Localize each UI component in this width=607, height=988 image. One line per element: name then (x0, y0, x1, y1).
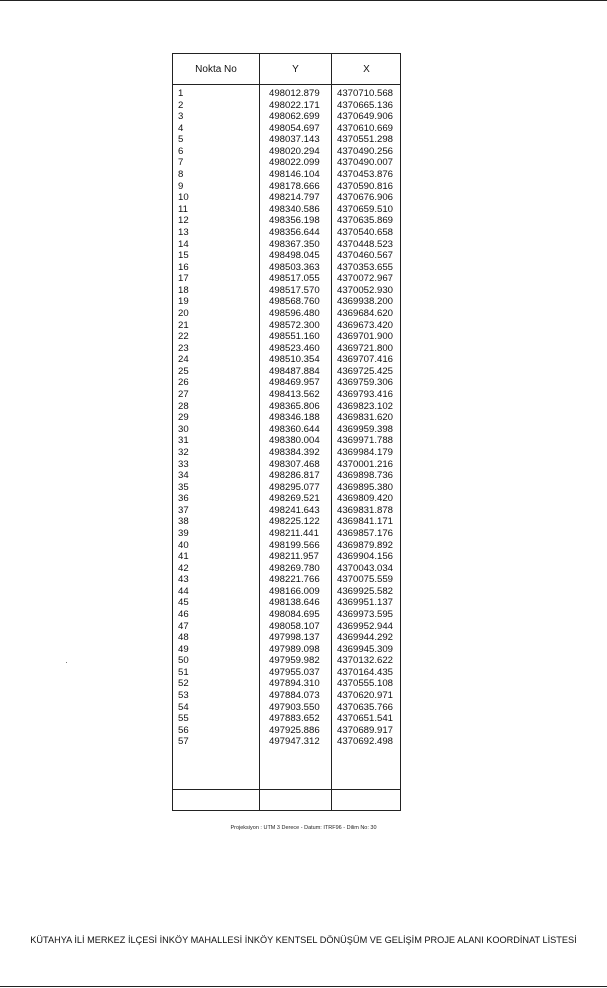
point-number-cell: 3 (178, 111, 184, 123)
point-number-cell: 4 (178, 122, 184, 134)
point-number-cell: 21 (178, 319, 189, 331)
x-coordinate-cell: 4369944.292 (337, 632, 394, 644)
point-number-cell: 20 (178, 307, 189, 319)
y-coordinate-cell: 498340.586 (269, 203, 320, 215)
point-number-cell: 5 (178, 134, 184, 146)
table-row (173, 678, 400, 690)
footer-divider (173, 789, 400, 790)
x-coordinate-cell: 4370649.906 (337, 111, 394, 123)
table-row (173, 377, 400, 389)
point-number-cell: 7 (178, 157, 184, 169)
table-row (173, 401, 400, 413)
y-coordinate-cell: 498022.099 (269, 157, 320, 169)
point-number-cell: 37 (178, 504, 189, 516)
table-row (173, 123, 400, 135)
point-number-cell: 27 (178, 389, 189, 401)
x-coordinate-cell: 4370072.967 (337, 273, 394, 285)
x-coordinate-cell: 4369952.944 (337, 620, 394, 632)
point-number-cell: 8 (178, 169, 184, 181)
y-coordinate-cell: 498551.160 (269, 331, 320, 343)
x-coordinate-cell: 4369925.582 (337, 585, 394, 597)
table-row (173, 192, 400, 204)
point-number-cell: 1 (178, 88, 184, 99)
y-coordinate-cell: 498596.480 (269, 307, 320, 319)
x-coordinate-cell: 4370676.906 (337, 192, 394, 204)
point-number-cell: 41 (178, 551, 189, 563)
table-row (173, 146, 400, 158)
table-row (173, 285, 400, 297)
x-coordinate-cell: 4370651.541 (337, 713, 394, 725)
y-coordinate-cell: 498020.294 (269, 145, 320, 157)
y-coordinate-cell: 498517.055 (269, 273, 320, 285)
point-number-cell: 31 (178, 435, 189, 447)
table-row (173, 736, 400, 748)
table-row (173, 493, 400, 505)
y-coordinate-cell: 497947.312 (269, 736, 320, 748)
point-number-cell: 42 (178, 562, 189, 574)
y-coordinate-cell: 497883.652 (269, 713, 320, 725)
table-row (173, 308, 400, 320)
x-coordinate-cell: 4370540.658 (337, 226, 394, 238)
table-row (173, 412, 400, 424)
x-coordinate-cell: 4369831.878 (337, 504, 394, 516)
point-number-cell: 26 (178, 377, 189, 389)
table-row (173, 331, 400, 343)
table-row (173, 435, 400, 447)
table-row (173, 320, 400, 332)
y-coordinate-cell: 498367.350 (269, 238, 320, 250)
x-coordinate-cell: 4370689.917 (337, 724, 394, 736)
table-row (173, 667, 400, 679)
table-row (173, 262, 400, 274)
x-coordinate-cell: 4369951.137 (337, 597, 394, 609)
x-coordinate-cell: 4369707.416 (337, 354, 394, 366)
point-number-cell: 25 (178, 365, 189, 377)
y-coordinate-cell: 498054.697 (269, 122, 320, 134)
point-number-cell: 51 (178, 666, 189, 678)
x-coordinate-cell: 4369701.900 (337, 331, 394, 343)
point-number-cell: 19 (178, 296, 189, 308)
y-coordinate-cell: 498365.806 (269, 400, 320, 412)
point-number-cell: 15 (178, 250, 189, 262)
point-number-cell: 33 (178, 458, 189, 470)
coordinate-table (172, 53, 401, 811)
x-coordinate-cell: 4369831.620 (337, 412, 394, 424)
point-number-cell: 14 (178, 238, 189, 250)
point-number-cell: 38 (178, 516, 189, 528)
table-row (173, 609, 400, 621)
x-coordinate-cell: 4370075.559 (337, 574, 394, 586)
point-number-cell: 24 (178, 354, 189, 366)
y-coordinate-cell: 498523.460 (269, 342, 320, 354)
x-coordinate-cell: 4370353.655 (337, 261, 394, 273)
x-coordinate-cell: 4370659.510 (337, 203, 394, 215)
x-coordinate-cell: 4369898.736 (337, 470, 394, 482)
table-row (173, 586, 400, 598)
x-coordinate-cell: 4370490.256 (337, 145, 394, 157)
table-row (173, 389, 400, 401)
y-coordinate-cell: 498286.817 (269, 470, 320, 482)
y-coordinate-cell: 498178.666 (269, 180, 320, 192)
point-number-cell: 22 (178, 331, 189, 343)
y-coordinate-cell: 498138.646 (269, 597, 320, 609)
point-number-cell: 53 (178, 690, 189, 702)
point-number-cell: 11 (178, 203, 188, 215)
y-coordinate-cell: 497884.073 (269, 690, 320, 702)
y-coordinate-cell: 498269.780 (269, 562, 320, 574)
table-row (173, 621, 400, 633)
table-row (173, 551, 400, 563)
point-number-cell: 2 (178, 99, 184, 111)
point-number-cell: 50 (178, 655, 189, 667)
y-coordinate-cell: 498269.521 (269, 493, 320, 505)
y-coordinate-cell: 498012.879 (269, 88, 320, 99)
y-coordinate-cell: 498572.300 (269, 319, 320, 331)
x-coordinate-cell: 4370448.523 (337, 238, 394, 250)
table-body (173, 88, 400, 748)
point-number-cell: 57 (178, 736, 189, 748)
table-row (173, 111, 400, 123)
x-coordinate-cell: 4369673.420 (337, 319, 394, 331)
y-coordinate-cell: 498469.957 (269, 377, 320, 389)
y-coordinate-cell: 498498.045 (269, 250, 320, 262)
x-coordinate-cell: 4370590.816 (337, 180, 394, 192)
point-number-cell: 29 (178, 412, 189, 424)
y-coordinate-cell: 498146.104 (269, 169, 320, 181)
point-number-cell: 49 (178, 643, 189, 655)
x-coordinate-cell: 4370551.298 (337, 134, 394, 146)
table-row (173, 227, 400, 239)
table-row (173, 181, 400, 193)
point-number-cell: 40 (178, 539, 189, 551)
table-row (173, 655, 400, 667)
y-coordinate-cell: 498022.171 (269, 99, 320, 111)
header-divider (173, 84, 400, 85)
y-coordinate-cell: 498360.644 (269, 423, 320, 435)
point-number-cell: 30 (178, 423, 189, 435)
point-number-cell: 56 (178, 724, 189, 736)
y-coordinate-cell: 498413.562 (269, 389, 320, 401)
x-coordinate-cell: 4369879.892 (337, 539, 394, 551)
projection-note: Projeksiyon : UTM 3 Derece - Datum: ITRF96 - Dilim No: 30 (230, 825, 377, 831)
table-row (173, 516, 400, 528)
x-coordinate-cell: 4369945.309 (337, 643, 394, 655)
x-coordinate-cell: 4370555.108 (337, 678, 394, 690)
y-coordinate-cell: 498241.643 (269, 504, 320, 516)
point-number-cell: 6 (178, 145, 184, 157)
table-row (173, 215, 400, 227)
table-row (173, 366, 400, 378)
y-coordinate-cell: 498221.766 (269, 574, 320, 586)
x-coordinate-cell: 4369841.171 (337, 516, 394, 528)
x-coordinate-cell: 4370620.971 (337, 690, 394, 702)
point-number-cell: 35 (178, 481, 189, 493)
point-number-cell: 16 (178, 261, 189, 273)
table-row (173, 563, 400, 575)
table-row (173, 528, 400, 540)
document-title: KÜTAHYA İLİ MERKEZ İLÇESİ İNKÖY MAHALLESİ İNKÖY KENTSEL DÖNÜŞÜM VE GELİŞİM PROJE ALANI KOORDİNAT LİSTESİ (30, 935, 577, 945)
y-coordinate-cell: 498487.884 (269, 365, 320, 377)
x-coordinate-cell: 4369938.200 (337, 296, 394, 308)
y-coordinate-cell: 498517.570 (269, 284, 320, 296)
x-coordinate-cell: 4370710.568 (337, 88, 394, 99)
table-row (173, 88, 400, 100)
y-coordinate-cell: 498225.122 (269, 516, 320, 528)
table-row (173, 134, 400, 146)
y-coordinate-cell: 498084.695 (269, 609, 320, 621)
y-coordinate-cell: 498356.644 (269, 226, 320, 238)
x-coordinate-cell: 4370132.622 (337, 655, 394, 667)
top-border-line (0, 0, 607, 1)
table-row (173, 424, 400, 436)
x-coordinate-cell: 4370164.435 (337, 666, 394, 678)
point-number-cell: 39 (178, 527, 189, 539)
x-coordinate-cell: 4369725.425 (337, 365, 394, 377)
point-number-cell: 46 (178, 609, 189, 621)
table-row (173, 505, 400, 517)
y-coordinate-cell: 498295.077 (269, 481, 320, 493)
y-coordinate-cell: 497894.310 (269, 678, 320, 690)
table-row (173, 343, 400, 355)
y-coordinate-cell: 497925.886 (269, 724, 320, 736)
y-coordinate-cell: 497998.137 (269, 632, 320, 644)
table-row (173, 574, 400, 586)
header-y: Y (292, 64, 299, 75)
y-coordinate-cell: 498037.143 (269, 134, 320, 146)
x-coordinate-cell: 4370052.930 (337, 284, 394, 296)
point-number-cell: 36 (178, 493, 189, 505)
x-coordinate-cell: 4369904.156 (337, 551, 394, 563)
table-row (173, 702, 400, 714)
table-row (173, 169, 400, 181)
scan-speck (66, 662, 67, 663)
table-row (173, 470, 400, 482)
y-coordinate-cell: 498380.004 (269, 435, 320, 447)
point-number-cell: 54 (178, 701, 189, 713)
x-coordinate-cell: 4370610.669 (337, 122, 394, 134)
y-coordinate-cell: 498166.009 (269, 585, 320, 597)
y-coordinate-cell: 498568.760 (269, 296, 320, 308)
table-row (173, 250, 400, 262)
table-row (173, 273, 400, 285)
x-coordinate-cell: 4369809.420 (337, 493, 394, 505)
header-x: X (363, 64, 370, 75)
y-coordinate-cell: 498211.441 (269, 527, 319, 539)
point-number-cell: 45 (178, 597, 189, 609)
point-number-cell: 43 (178, 574, 189, 586)
table-row (173, 713, 400, 725)
point-number-cell: 34 (178, 470, 189, 482)
y-coordinate-cell: 497955.037 (269, 666, 320, 678)
y-coordinate-cell: 498356.198 (269, 215, 320, 227)
table-row (173, 540, 400, 552)
table-row (173, 725, 400, 737)
table-row (173, 239, 400, 251)
y-coordinate-cell: 498199.566 (269, 539, 320, 551)
point-number-cell: 47 (178, 620, 189, 632)
point-number-cell: 18 (178, 284, 189, 296)
y-coordinate-cell: 498062.699 (269, 111, 320, 123)
x-coordinate-cell: 4370635.869 (337, 215, 394, 227)
x-coordinate-cell: 4369971.788 (337, 435, 394, 447)
x-coordinate-cell: 4370043.034 (337, 562, 394, 574)
table-row (173, 296, 400, 308)
x-coordinate-cell: 4369759.306 (337, 377, 394, 389)
table-row (173, 354, 400, 366)
x-coordinate-cell: 4369857.176 (337, 527, 394, 539)
x-coordinate-cell: 4369721.800 (337, 342, 394, 354)
point-number-cell: 12 (178, 215, 189, 227)
table-row (173, 157, 400, 169)
x-coordinate-cell: 4370665.136 (337, 99, 394, 111)
x-coordinate-cell: 4369973.595 (337, 609, 394, 621)
x-coordinate-cell: 4370635.766 (337, 701, 394, 713)
y-coordinate-cell: 498384.392 (269, 446, 320, 458)
point-number-cell: 28 (178, 400, 189, 412)
point-number-cell: 55 (178, 713, 189, 725)
table-row (173, 204, 400, 216)
y-coordinate-cell: 498307.468 (269, 458, 320, 470)
y-coordinate-cell: 498346.188 (269, 412, 320, 424)
point-number-cell: 52 (178, 678, 189, 690)
y-coordinate-cell: 498211.957 (269, 551, 319, 563)
header-point-no: Nokta No (195, 64, 237, 75)
table-row (173, 482, 400, 494)
y-coordinate-cell: 498058.107 (269, 620, 320, 632)
y-coordinate-cell: 497989.098 (269, 643, 320, 655)
x-coordinate-cell: 4370460.567 (337, 250, 394, 262)
bottom-border-line (0, 986, 607, 987)
point-number-cell: 32 (178, 446, 189, 458)
x-coordinate-cell: 4370692.498 (337, 736, 394, 748)
point-number-cell: 10 (178, 192, 189, 204)
table-row (173, 100, 400, 112)
y-coordinate-cell: 498510.354 (269, 354, 320, 366)
point-number-cell: 44 (178, 585, 189, 597)
x-coordinate-cell: 4370490.007 (337, 157, 394, 169)
y-coordinate-cell: 497903.550 (269, 701, 320, 713)
table-row (173, 459, 400, 471)
x-coordinate-cell: 4369959.398 (337, 423, 394, 435)
x-coordinate-cell: 4369793.416 (337, 389, 394, 401)
point-number-cell: 9 (178, 180, 184, 192)
table-row (173, 447, 400, 459)
x-coordinate-cell: 4370453.876 (337, 169, 394, 181)
table-row (173, 644, 400, 656)
table-row (173, 597, 400, 609)
x-coordinate-cell: 4369984.179 (337, 446, 394, 458)
x-coordinate-cell: 4369895.380 (337, 481, 394, 493)
table-row (173, 690, 400, 702)
x-coordinate-cell: 4369823.102 (337, 400, 394, 412)
point-number-cell: 23 (178, 342, 189, 354)
point-number-cell: 13 (178, 226, 189, 238)
y-coordinate-cell: 497959.982 (269, 655, 320, 667)
y-coordinate-cell: 498503.363 (269, 261, 320, 273)
x-coordinate-cell: 4370001.216 (337, 458, 394, 470)
x-coordinate-cell: 4369684.620 (337, 307, 394, 319)
table-row (173, 632, 400, 644)
point-number-cell: 48 (178, 632, 189, 644)
y-coordinate-cell: 498214.797 (269, 192, 320, 204)
point-number-cell: 17 (178, 273, 189, 285)
